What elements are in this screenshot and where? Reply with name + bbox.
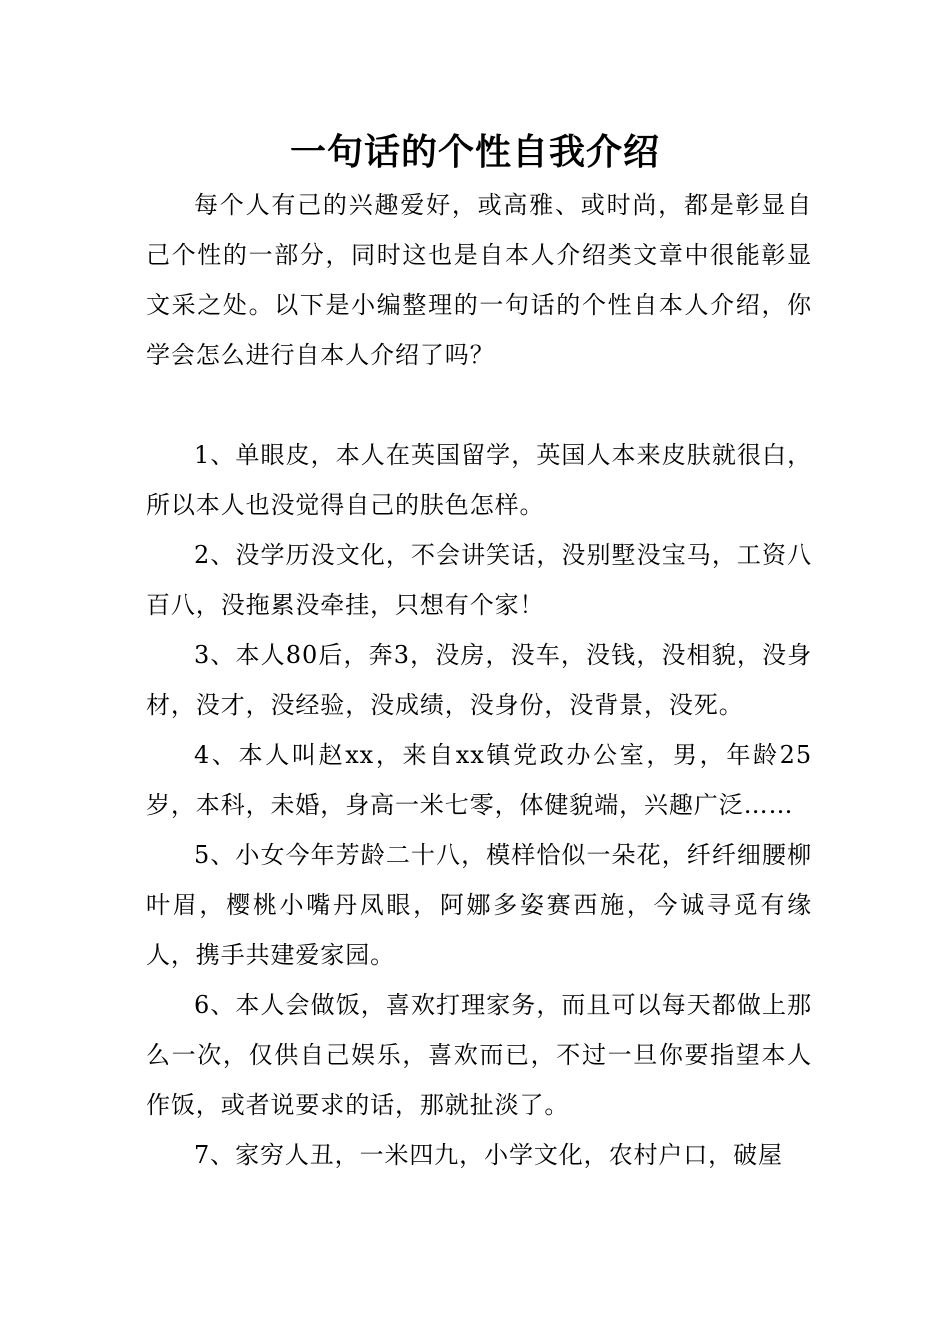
intro-paragraph: 每个人有己的兴趣爱好，或高雅、或时尚，都是彰显自己个性的一部分，同时这也是自本人介绍类文章中很能彰显文采之处。以下是小编整理的一句话的个性自本人介绍，你学会怎么进行自本人介绍了吗？ (146, 191, 812, 369)
list-item: 6、本人会做饭，喜欢打理家务，而且可以每天都做上那么一次，仅供自己娱乐，喜欢而已，不过一旦你要指望本人作饭，或者说要求的话，那就扯淡了。 (146, 991, 812, 1119)
paragraph-spacer (146, 380, 812, 430)
document-title: 一句话的个性自我介绍 (289, 131, 660, 173)
list-item: 1、单眼皮，本人在英国留学，英国人本来皮肤就很白，所以本人也没觉得自己的肤色怎样。 (146, 441, 812, 519)
list-item: 3、本人80后，奔3，没房，没车，没钱，没相貌，没身材，没才，没经验，没成绩，没身份，没背景，没死。 (146, 641, 812, 719)
document-body (146, 180, 812, 1180)
list-item: 4、本人叫赵xx，来自xx镇党政办公室，男，年龄25岁，本科，未婚，身高一米七零，体健貌端，兴趣广泛…… (146, 741, 812, 819)
list-item: 7、家穷人丑，一米四九，小学文化，农村户口，破屋 (194, 1141, 783, 1169)
list-item: 2、没学历没文化，不会讲笑话，没别墅没宝马，工资八百八，没拖累没牵挂，只想有个家！ (146, 541, 812, 619)
list-item: 5、小女今年芳龄二十八，模样恰似一朵花，纤纤细腰柳叶眉，樱桃小嘴丹凤眼，阿娜多姿赛西施，今诚寻觅有缘人，携手共建爱家园。 (146, 841, 812, 969)
